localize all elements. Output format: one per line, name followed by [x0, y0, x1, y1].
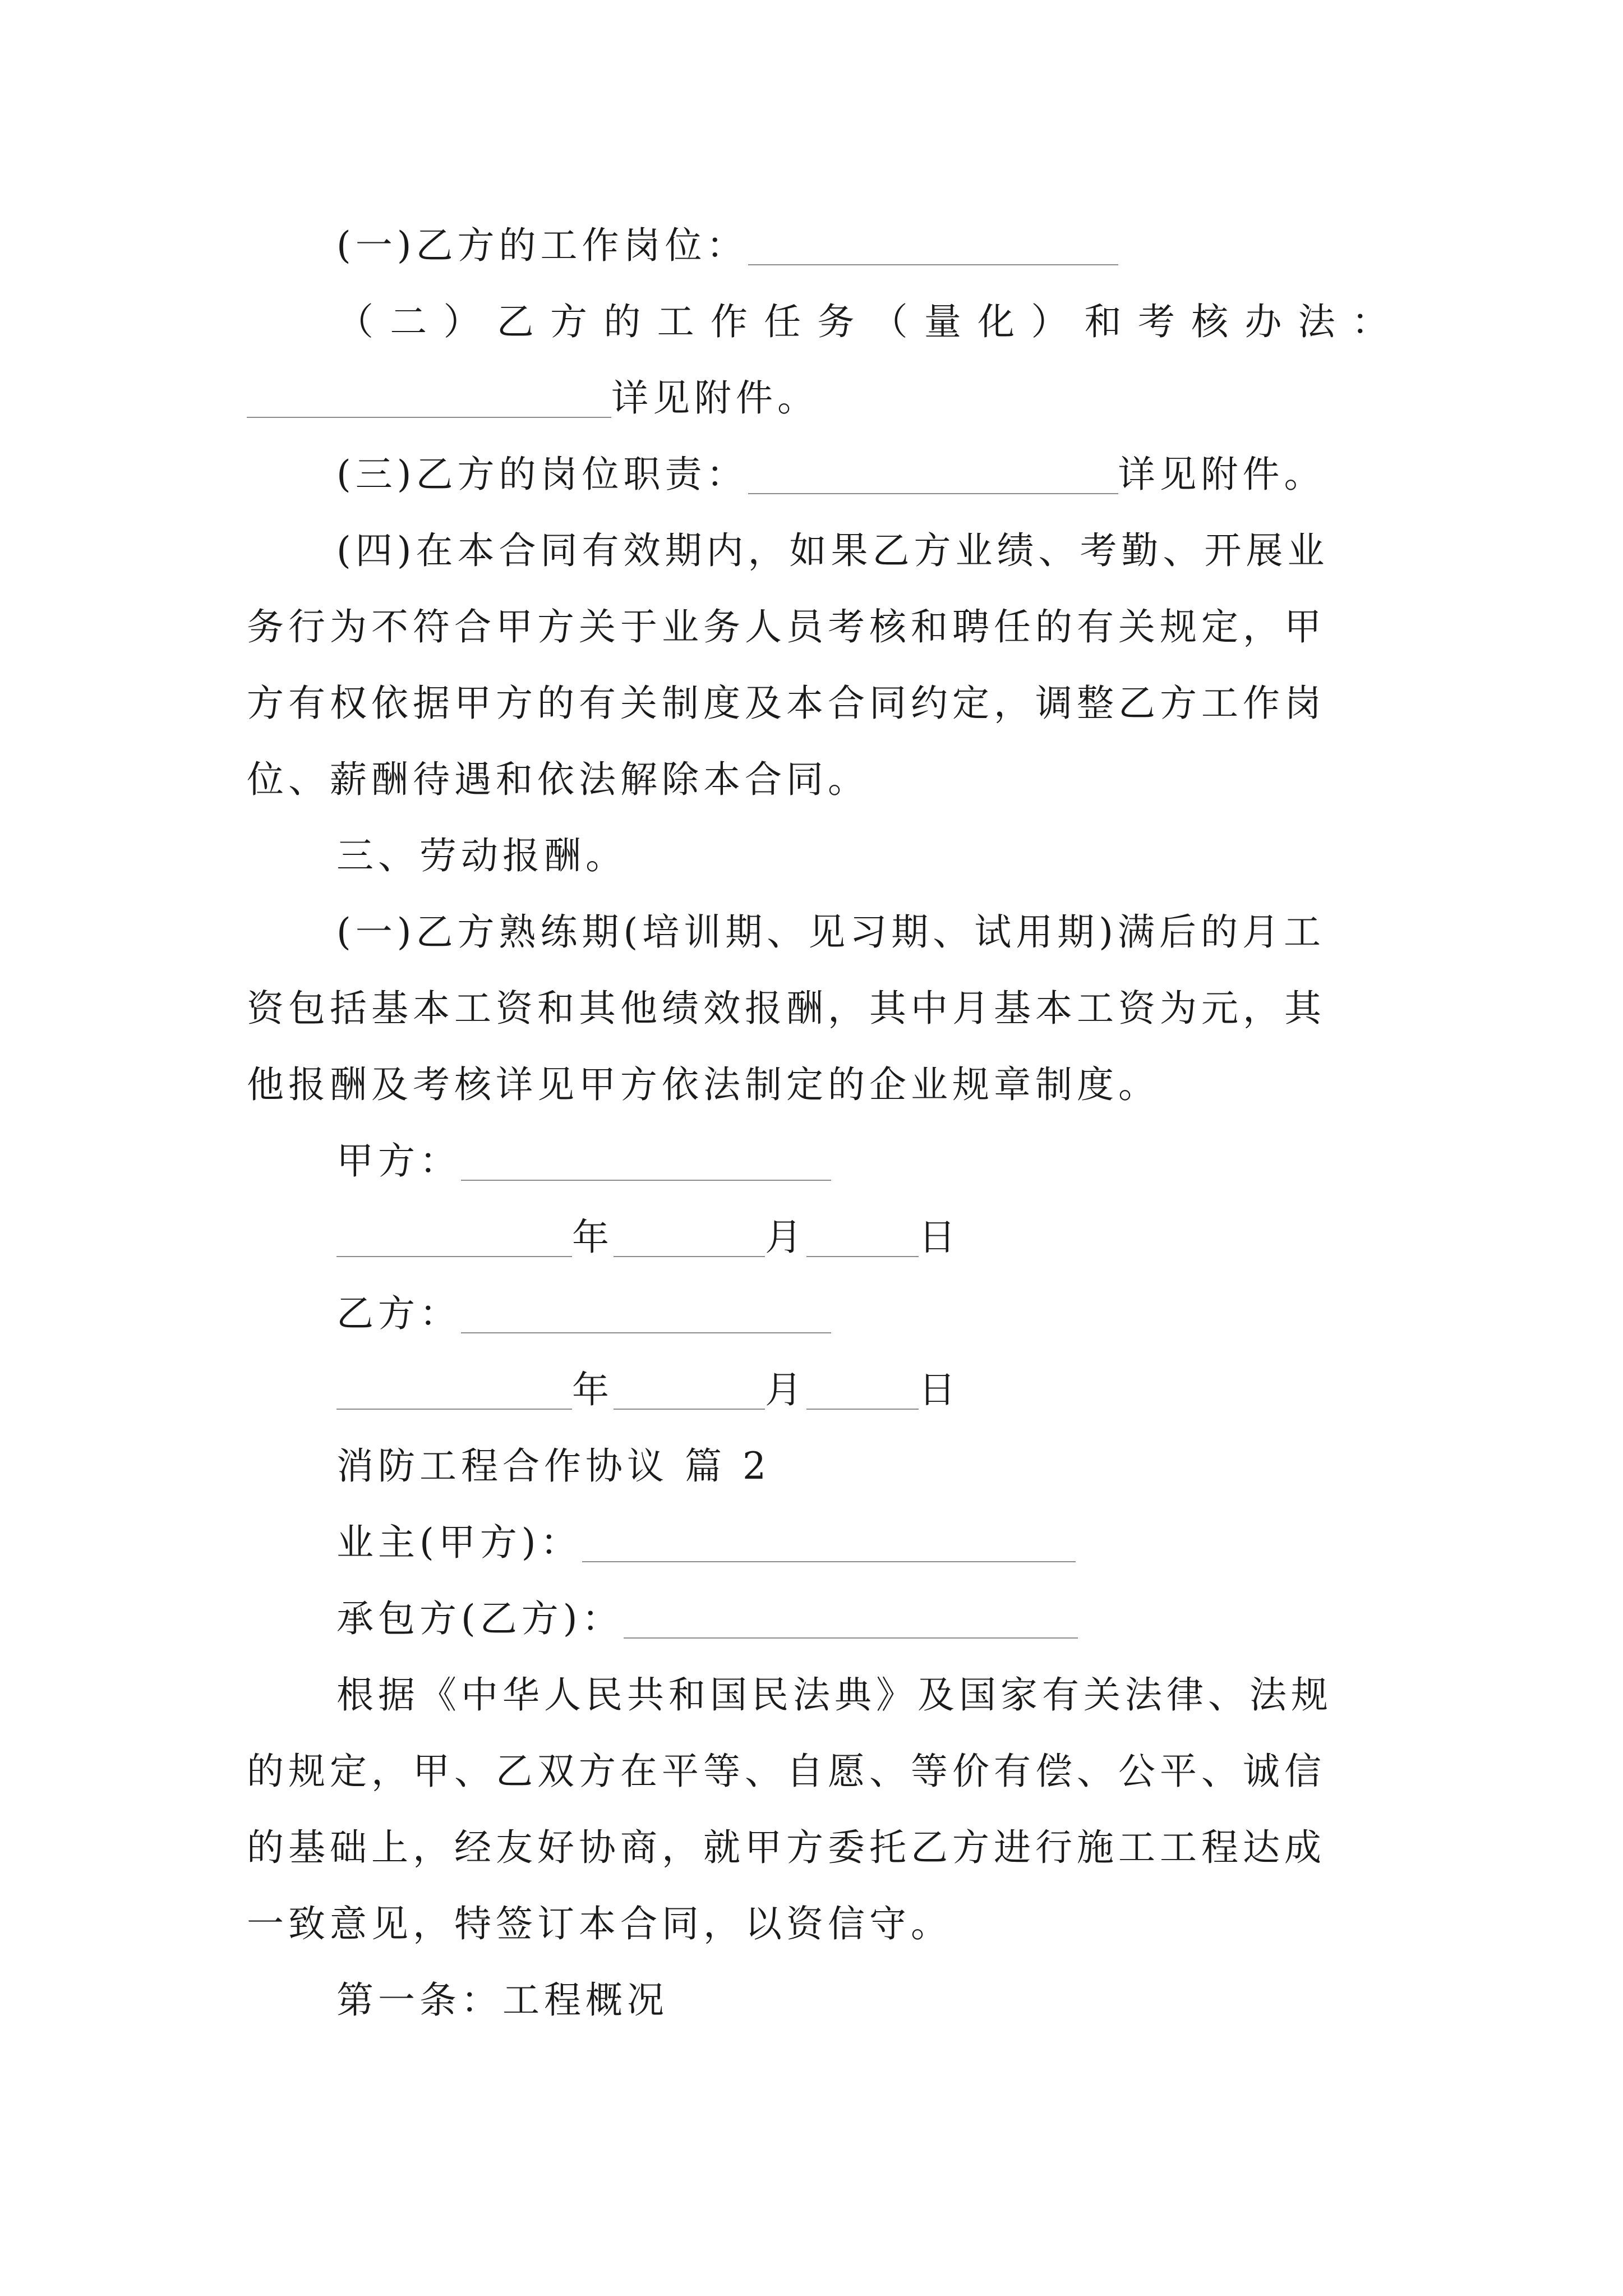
line-text: 资包括基本工资和其他绩效报酬，其中月基本工资为元，其 [247, 987, 1326, 1030]
day-label: 日 [919, 1216, 960, 1259]
work-task-line [247, 284, 1391, 360]
month-label: 月 [765, 1216, 806, 1259]
fill-blank [624, 1600, 1078, 1639]
agreement-title [247, 1428, 1391, 1504]
party-a-signature-line [247, 1123, 1391, 1199]
work-task-continuation-line [247, 360, 1391, 436]
line-text: 业主(甲方)： [336, 1521, 582, 1564]
paragraph-line [247, 894, 1391, 970]
paragraph-line [247, 1886, 1391, 1962]
party-b-signature-line [247, 1276, 1391, 1352]
line-text: 根据《中华人民共和国民法典》及国家有关法律、法规 [336, 1673, 1332, 1717]
fill-blank [806, 1219, 919, 1257]
line-text: (四)在本合同有效期内，如果乙方业绩、考勤、开展业 [336, 529, 1329, 572]
paragraph-line [247, 1047, 1391, 1123]
line-text: 三、劳动报酬。 [336, 834, 627, 877]
paragraph-line [247, 1810, 1391, 1886]
line-text: 详见附件。 [611, 376, 819, 420]
paragraph-line [247, 1657, 1391, 1733]
fill-blank [614, 1219, 765, 1257]
line-text: 乙方： [336, 1292, 461, 1335]
paragraph-line [247, 970, 1391, 1047]
line-text: 方有权依据甲方的有关制度及本合同约定，调整乙方工作岗 [247, 682, 1326, 725]
line-text: (三)乙方的岗位职责： [336, 453, 748, 496]
fill-blank [461, 1295, 831, 1333]
fill-blank [748, 227, 1118, 265]
line-text: 消防工程合作协议 篇 2 [336, 1444, 771, 1488]
year-label: 年 [572, 1216, 614, 1259]
line-text: （二）乙方的工作任务（量化）和考核办法： [336, 300, 1391, 343]
fill-blank [582, 1524, 1076, 1562]
line-text: (一)乙方的工作岗位： [336, 224, 748, 267]
party-b-date-line [247, 1352, 1391, 1428]
party-a-date-line [247, 1199, 1391, 1276]
document-body [247, 208, 1391, 2039]
section-heading [247, 818, 1391, 894]
fill-blank [336, 1219, 572, 1257]
line-text: 第一条：工程概况 [336, 1978, 668, 2022]
month-label: 月 [765, 1368, 806, 1411]
paragraph-line [247, 589, 1391, 665]
article-heading [247, 1962, 1391, 2039]
paragraph-line [247, 513, 1391, 589]
fill-blank [461, 1143, 831, 1181]
line-text: 的规定，甲、乙双方在平等、自愿、等价有偿、公平、诚信 [247, 1750, 1326, 1793]
fill-blank [748, 456, 1118, 494]
duty-line [247, 436, 1391, 513]
line-text: 详见附件。 [1118, 453, 1326, 496]
paragraph-line [247, 742, 1391, 818]
day-label: 日 [919, 1368, 960, 1411]
fill-blank [806, 1372, 919, 1410]
line-text: 一致意见，特签订本合同，以资信守。 [247, 1902, 952, 1945]
contractor-line [247, 1581, 1391, 1657]
line-text: 务行为不符合甲方关于业务人员考核和聘任的有关规定，甲 [247, 605, 1326, 648]
year-label: 年 [572, 1368, 614, 1411]
fill-blank [336, 1372, 572, 1410]
fill-blank [614, 1372, 765, 1410]
line-text: 的基础上，经友好协商，就甲方委托乙方进行施工工程达成 [247, 1826, 1326, 1869]
line-text: (一)乙方熟练期(培训期、见习期、试用期)满后的月工 [336, 910, 1325, 954]
work-position-line [247, 208, 1391, 284]
paragraph-line [247, 1733, 1391, 1810]
fill-blank [247, 380, 611, 418]
owner-line [247, 1504, 1391, 1581]
line-text: 甲方： [336, 1139, 461, 1182]
line-text: 承包方(乙方)： [336, 1597, 624, 1640]
line-text: 位、薪酬待遇和依法解除本合同。 [247, 758, 869, 801]
line-text: 他报酬及考核详见甲方依法制定的企业规章制度。 [247, 1063, 1160, 1106]
paragraph-line [247, 665, 1391, 742]
